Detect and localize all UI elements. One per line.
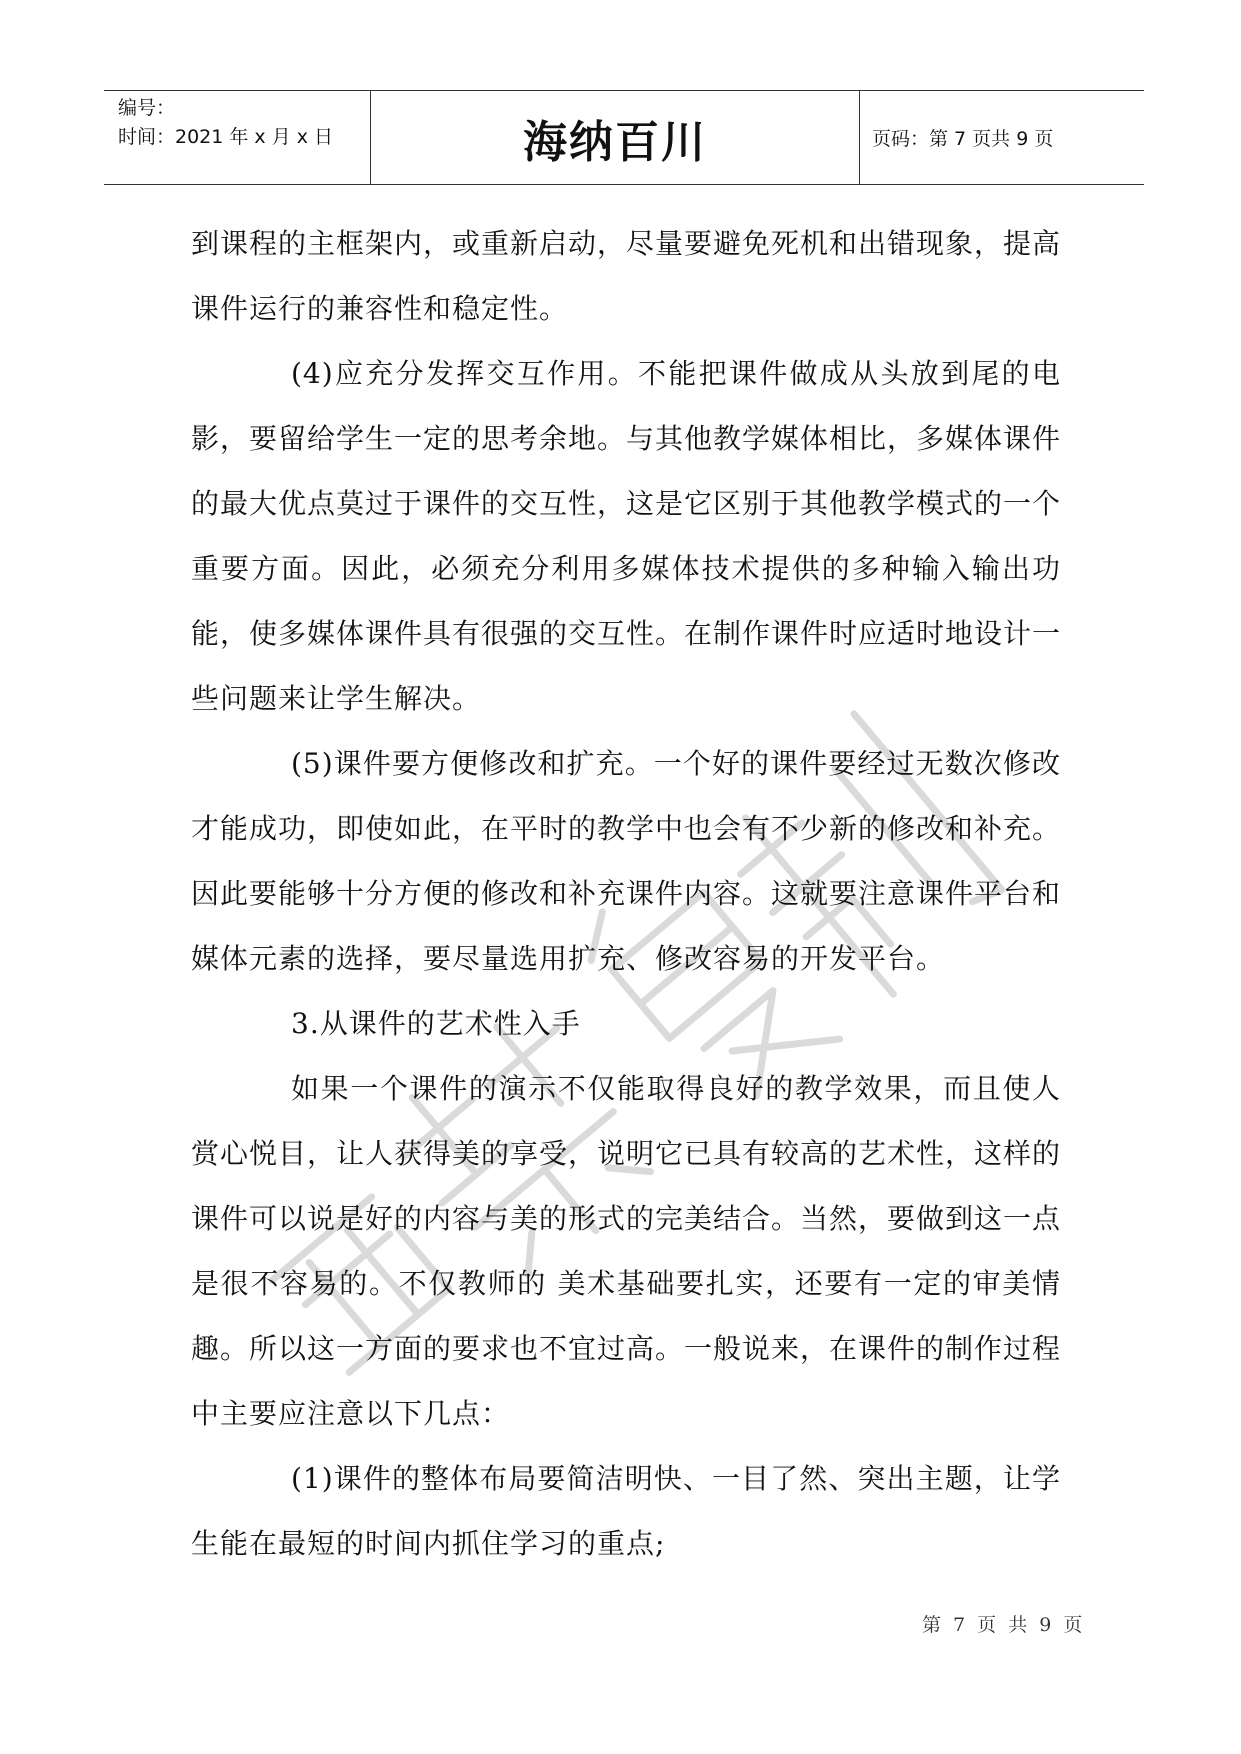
header-table [104, 90, 1144, 185]
paragraph-interaction: (4)应充分发挥交互作用。不能把课件做成从头放到尾的电影，要留给学生一定的思考余地。与其他教学媒体相比，多媒体课件的最大优点莫过于课件的交互性，这是它区别于其他教学模式的一个重要方面。因此，必须充分利用多媒体技术提供的多种输入输出功能，使多媒体课件具有很强的交互性。在制作课件时应适时地设计一些问题来让学生解决。 [191, 357, 1062, 715]
paragraph-layout-point: (1)课件的整体布局要简洁明快、一目了然、突出主题，让学生能在最短的时间内抓住学习的重点; [191, 1462, 1061, 1560]
document-body [191, 211, 1061, 1576]
paragraph-artistry: 如果一个课件的演示不仅能取得良好的教学效果，而且使人赏心悦目，让人获得美的享受，说明它已具有较高的艺术性，这样的课件可以说是好的内容与美的形式的完美结合。当然，要做到这一点是很不容易的。不仅教师的 美术基础要扎实，还要有一定的审美情趣。所以这一方面的要求也不宜过高。一般说来，在课件的制作过程中主要应注意以下几点： [191, 1072, 1062, 1430]
page-footer: 第 7 页 共 9 页 [922, 1614, 1086, 1636]
header-brand-cell [370, 91, 860, 184]
document-number-label: 编号： [118, 97, 176, 119]
brand-title: 海纳百川 [523, 116, 707, 168]
header-meta-cell [104, 91, 370, 184]
header-page-cell [860, 91, 1144, 184]
section-heading-artistry: 3.从课件的艺术性入手 [291, 1007, 581, 1040]
header-page-label: 页码：第 7 页共 9 页 [872, 128, 1054, 150]
document-time-label: 时间：2021 年 x 月 x 日 [118, 126, 334, 148]
paragraph-continuation: 到课程的主框架内，或重新启动，尽量要避免死机和出错现象，提高课件运行的兼容性和稳定性。 [191, 227, 1062, 325]
paragraph-modification: (5)课件要方便修改和扩充。一个好的课件要经过无数次修改才能成功，即使如此，在平时的教学中也会有不少新的修改和补充。因此要能够十分方便的修改和补充课件内容。这就要注意课件平台和媒体元素的选择，要尽量选用扩充、修改容易的开发平台。 [191, 747, 1062, 975]
